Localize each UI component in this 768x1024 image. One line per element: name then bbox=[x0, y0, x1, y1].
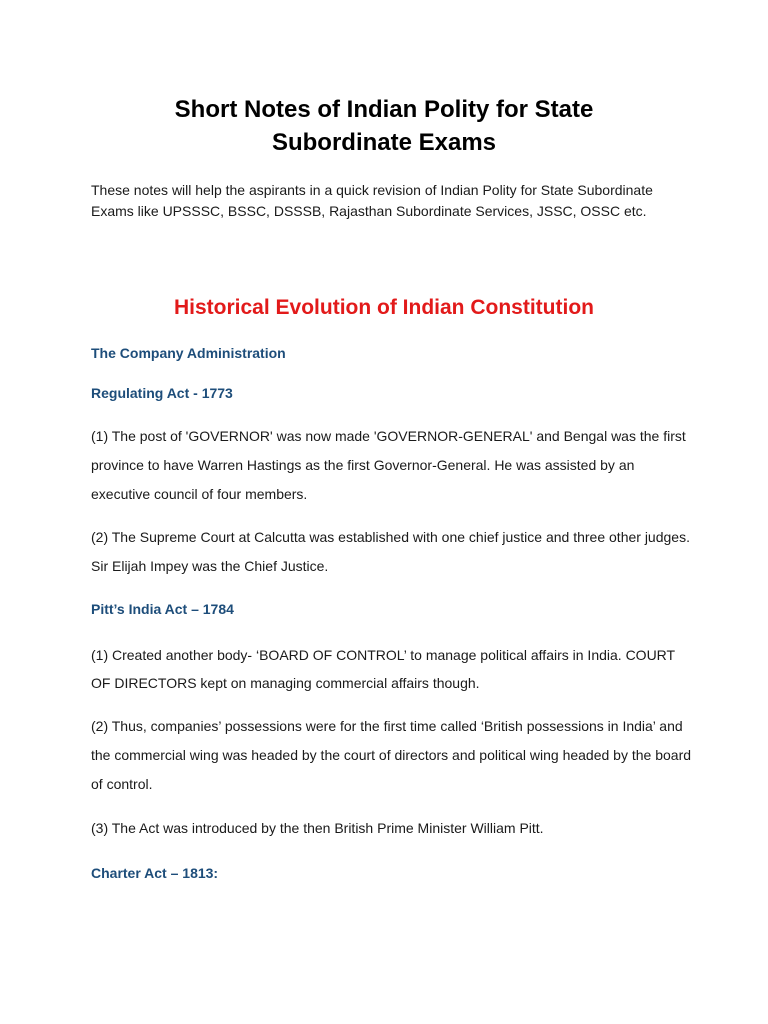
charter-act-heading: Charter Act – 1813: bbox=[91, 865, 219, 881]
company-administration-heading: The Company Administration bbox=[91, 345, 286, 361]
document-title-line-1: Short Notes of Indian Polity for State bbox=[174, 96, 594, 123]
pitts-act-point-1: (1) Created another body- ‘BOARD OF CONTROL’ to manage political affairs in India. COURT OF DIRECTORS kept on managing commercial affairs though. bbox=[91, 647, 675, 691]
section-title: Historical Evolution of Indian Constitution bbox=[174, 296, 594, 319]
document-title-line-2: Subordinate Exams bbox=[271, 129, 497, 156]
regulating-act-point-1: (1) The post of 'GOVERNOR' was now made 'GOVERNOR-GENERAL' and Bengal was the first province to have Warren Hastings as the first Governor-General. He was assisted by an executive council of four members. bbox=[91, 428, 686, 502]
regulating-act-heading: Regulating Act - 1773 bbox=[91, 385, 233, 401]
pitts-india-act-heading: Pitt’s India Act – 1784 bbox=[91, 601, 234, 617]
regulating-act-point-2: (2) The Supreme Court at Calcutta was established with one chief justice and three other judges. Sir Elijah Impey was the Chief Justice. bbox=[91, 529, 690, 574]
pitts-act-point-2: (2) Thus, companies’ possessions were for the first time called ‘British possessions in India’ and the commercial wing was headed by the court of directors and political wing headed by the board of control. bbox=[91, 718, 692, 792]
pitts-act-point-3: (3) The Act was introduced by the then British Prime Minister William Pitt. bbox=[91, 820, 544, 836]
document-title bbox=[90, 93, 678, 159]
intro-paragraph: These notes will help the aspirants in a quick revision of Indian Polity for State Subordinate Exams like UPSSSC, BSSC, DSSSB, Rajasthan Subordinate Services, JSSC, OSSC etc. bbox=[91, 182, 653, 219]
